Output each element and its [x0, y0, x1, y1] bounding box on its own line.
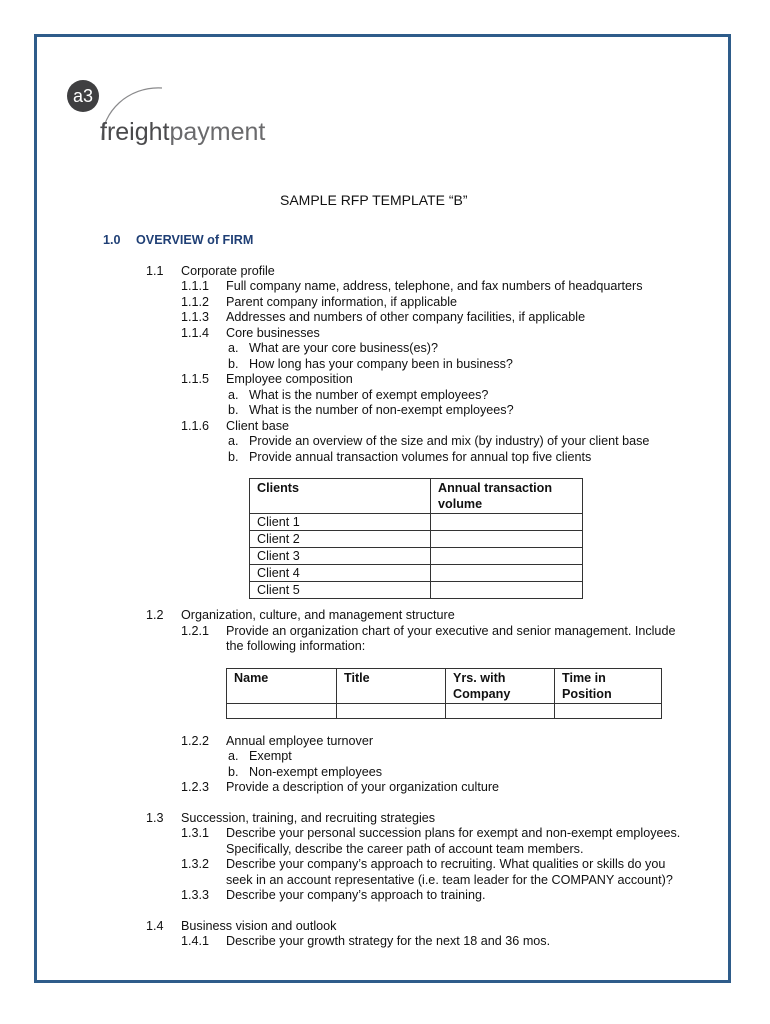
sub-item-letter: a.	[228, 434, 239, 448]
clients-table	[249, 478, 583, 599]
sub-item-letter: b.	[228, 403, 239, 417]
header-line: Position	[562, 687, 612, 701]
table-header-cell: Clients	[250, 479, 431, 514]
header-line: Company	[453, 687, 511, 701]
item-text: Core businesses	[226, 326, 320, 340]
item-text: Annual employee turnover	[226, 734, 374, 748]
subsection-label: Corporate profile	[181, 264, 275, 278]
table-row	[250, 514, 583, 531]
sub-item-text: What are your core business(es)?	[249, 341, 438, 355]
table-cell	[431, 565, 583, 582]
table-cell	[431, 531, 583, 548]
item-number: 1.3.3	[181, 888, 210, 902]
sub-item-text: What is the number of exempt employees?	[249, 388, 489, 402]
table-cell	[431, 548, 583, 565]
item-number: 1.2.1	[181, 624, 210, 638]
table-cell: Client 2	[250, 531, 431, 548]
item-text: Client base	[226, 419, 290, 433]
section-heading: OVERVIEW of FIRM	[136, 233, 254, 247]
table-cell: Client 4	[250, 565, 431, 582]
item-number: 1.2.2	[181, 734, 210, 748]
logo-graphic	[66, 78, 266, 168]
header-line: volume	[438, 497, 483, 511]
table-cell	[431, 582, 583, 599]
sub-item-letter: b.	[228, 357, 239, 371]
sub-item-letter: a.	[228, 388, 239, 402]
item-text: Provide a description of your organization culture	[226, 780, 500, 794]
table-cell: Client 5	[250, 582, 431, 599]
table-cell	[555, 704, 662, 719]
table-row	[250, 531, 583, 548]
document-title: SAMPLE RFP TEMPLATE “B”	[280, 192, 468, 208]
table-row	[250, 548, 583, 565]
item-number: 1.1.6	[181, 419, 210, 433]
sub-item-text: Exempt	[249, 749, 292, 763]
sub-item-text: What is the number of non-exempt employees?	[249, 403, 514, 417]
table-header-cell	[446, 669, 555, 704]
logo-wordmark: freightpayment	[100, 118, 266, 146]
header-line: Annual transaction	[438, 481, 553, 495]
table-header-row	[227, 669, 662, 704]
table-cell	[446, 704, 555, 719]
item-number: 1.3.2	[181, 857, 210, 871]
item-text: Describe your company’s approach to recruiting. What qualities or skills do you	[226, 857, 666, 871]
logo-badge-text: a3	[72, 86, 94, 106]
item-number: 1.3.1	[181, 826, 210, 840]
subsection-label: Succession, training, and recruiting strategies	[181, 811, 436, 825]
item-number: 1.1.2	[181, 295, 210, 309]
item-text: the following information:	[226, 639, 366, 653]
sub-item-text: Provide an overview of the size and mix (by industry) of your client base	[249, 434, 650, 448]
table-header-cell: Name	[227, 669, 337, 704]
section-number: 1.0	[103, 233, 121, 247]
header-line: Time in	[562, 671, 606, 685]
subsection-number: 1.3	[146, 811, 164, 825]
table-header-cell	[555, 669, 662, 704]
item-number: 1.1.4	[181, 326, 210, 340]
table-cell: Client 1	[250, 514, 431, 531]
table-row	[227, 704, 662, 719]
item-text: Parent company information, if applicable	[226, 295, 458, 309]
table-cell	[337, 704, 446, 719]
table-header-cell: Title	[337, 669, 446, 704]
subsection-number: 1.4	[146, 919, 164, 933]
item-text: Specifically, describe the career path of account team members.	[226, 842, 584, 856]
item-text: Full company name, address, telephone, and fax numbers of headquarters	[226, 279, 643, 293]
sub-item-text: How long has your company been in business?	[249, 357, 513, 371]
table-cell: Client 3	[250, 548, 431, 565]
item-text: Addresses and numbers of other company facilities, if applicable	[226, 310, 586, 324]
table-header-cell	[431, 479, 583, 514]
table-row	[250, 582, 583, 599]
header-line: Yrs. with	[453, 671, 506, 685]
subsection-number: 1.2	[146, 608, 164, 622]
subsection-number: 1.1	[146, 264, 164, 278]
sub-item-letter: b.	[228, 450, 239, 464]
item-text: Describe your company’s approach to training.	[226, 888, 486, 902]
item-text: Provide an organization chart of your executive and senior management. Include	[226, 624, 676, 638]
item-number: 1.1.5	[181, 372, 210, 386]
table-header-row	[250, 479, 583, 514]
sub-item-letter: b.	[228, 765, 239, 779]
item-number: 1.1.1	[181, 279, 210, 293]
subsection-label: Business vision and outlook	[181, 919, 337, 933]
item-number: 1.2.3	[181, 780, 210, 794]
item-number: 1.1.3	[181, 310, 210, 324]
item-text: Describe your personal succession plans for exempt and non-exempt employees.	[226, 826, 681, 840]
table-cell	[431, 514, 583, 531]
sub-item-letter: a.	[228, 749, 239, 763]
item-number: 1.4.1	[181, 934, 210, 948]
company-logo	[66, 78, 266, 168]
item-text: seek in an account representative (i.e. team leader for the COMPANY account)?	[226, 873, 673, 887]
item-text: Employee composition	[226, 372, 353, 386]
sub-item-letter: a.	[228, 341, 239, 355]
subsection-label: Organization, culture, and management structure	[181, 608, 455, 622]
sub-item-text: Non-exempt employees	[249, 765, 382, 779]
table-cell	[227, 704, 337, 719]
item-text: Describe your growth strategy for the next 18 and 36 mos.	[226, 934, 551, 948]
sub-item-text: Provide annual transaction volumes for annual top five clients	[249, 450, 592, 464]
table-row	[250, 565, 583, 582]
management-table	[226, 668, 662, 719]
